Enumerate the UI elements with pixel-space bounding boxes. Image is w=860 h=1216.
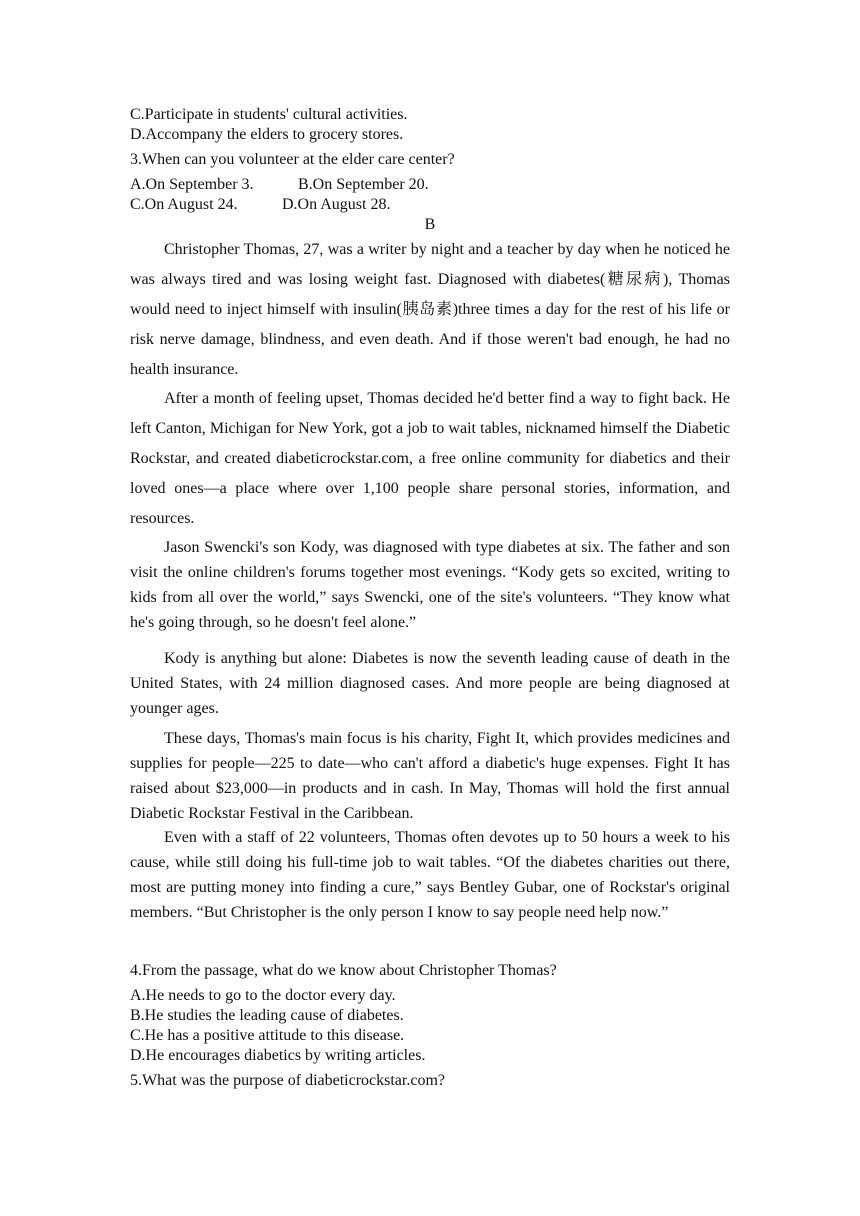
q3-option-a: A.On September 3. — [130, 176, 254, 193]
q4-option-b: B.He studies the leading cause of diabetes. — [130, 1007, 404, 1024]
paragraph-6: Even with a staff of 22 volunteers, Thomas often devotes up to 50 hours a week to his cause, while still doing his full-time job to wait tables. “Of the diabetes charities out there, most are putting money into finding a cure,” says Bentley Gubar, one of Rockstar's original members. “But Christopher is the only person I know to say people need help now.” — [130, 829, 730, 921]
paragraph-4: Kody is anything but alone: Diabetes is now the seventh leading cause of death in the United States, with 24 million diagnosed cases. And more people are being diagnosed at younger ages. — [130, 650, 730, 717]
q4-option-d: D.He encourages diabetics by writing articles. — [130, 1047, 426, 1064]
paragraph-1: Christopher Thomas, 27, was a writer by night and a teacher by day when he noticed he was always tired and was losing weight fast. Diagnosed with diabetes(糖尿病), Thomas would need to inject himself with insulin(胰岛素)three times a day for the rest of his life or risk nerve damage, blindness, and even death. And if those weren't bad enough, he had no health insurance. — [130, 241, 730, 378]
question-5: 5.What was the purpose of diabeticrockstar.com? — [130, 1072, 445, 1089]
section-label: B — [424, 216, 436, 233]
q3-option-b: B.On September 20. — [298, 176, 429, 193]
paragraph-2: After a month of feeling upset, Thomas decided he'd better find a way to fight back. He left Canton, Michigan for New York, got a job to wait tables, nicknamed himself the Diabetic Rockstar, and created diabeticrockstar.com, a free online community for diabetics and their loved ones—a place where over 1,100 people share personal stories, information, and resources. — [130, 390, 730, 527]
q3-option-d: D.On August 28. — [282, 196, 391, 213]
paragraph-3: Jason Swencki's son Kody, was diagnosed with type diabetes at six. The father and son visit the online children's forums together most evenings. “Kody gets so excited, writing to kids from all over the world,” says Swencki, one of the site's volunteers. “They know what he's going through, so he doesn't feel alone.” — [130, 539, 730, 631]
option-c-q2: C.Participate in students' cultural activities. — [130, 106, 408, 123]
q4-option-a: A.He needs to go to the doctor every day. — [130, 987, 396, 1004]
option-d-q2: D.Accompany the elders to grocery stores. — [130, 126, 404, 143]
paragraph-5: These days, Thomas's main focus is his charity, Fight It, which provides medicines and supplies for people—225 to date—who can't afford a diabetic's huge expenses. Fight It has raised about $23,000—in products and in cash. In May, Thomas will hold the first annual Diabetic Rockstar Festival in the Caribbean. — [130, 730, 730, 822]
question-3: 3.When can you volunteer at the elder care center? — [130, 151, 455, 168]
q4-option-c: C.He has a positive attitude to this disease. — [130, 1027, 405, 1044]
q3-option-c: C.On August 24. — [130, 196, 238, 213]
question-4: 4.From the passage, what do we know about Christopher Thomas? — [130, 962, 557, 979]
